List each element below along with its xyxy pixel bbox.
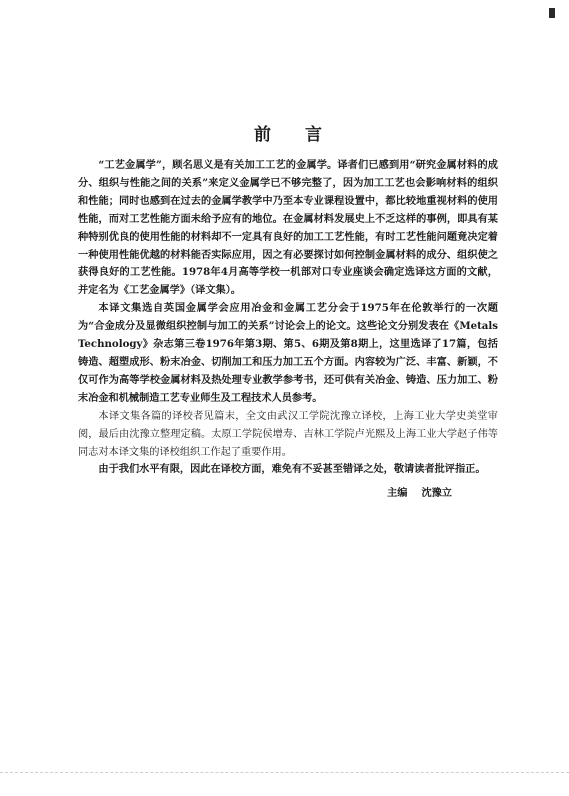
signature — [78, 484, 498, 499]
scan-line — [0, 772, 569, 774]
paragraph-1: “工艺金属学”，顾名思义是有关加工工艺的金属学。译者们已感到用“研究金属材料的成分、组织与性能之间的关系”来定义金属学已不够完整了，因为加工工艺也会影响材料的组织和性能；同时也感到在过去的金属学教学中乃至本专业课程设置中，都比较地重视材料的使用性能，而对工艺性能方面未给予应有的地位。在金属材料发展史上不乏这样的事例，即具有某种特别优良的使用性能的材料却不一定具有良好的加工工艺性能，有时工艺性能问题竟决定着一种使用性能优越的材料能否实际应用，因之有必要探讨如何控制金属材料的成分、组织使之获得良好的工艺性能。1978年4月高等学校一机部对口专业座谈会确定选译这方面的文献，并定名为《工艺金属学》（译文集）。 — [78, 159, 498, 297]
paragraph-2: 本译文集选自英国金属学会应用冶金和金属工艺分会于1975年在伦敦举行的一次题为“合金成分及显微组织控制与加工的关系”讨论会上的论文。这些论文分别发表在《Metals Technology》杂志第三卷1976年第3期、第5、6期及第8期上，这里选译了17篇，包括铸造、超塑成形、粉末冶金、切削加工和压力加工五个方面。内容较为广泛、丰富、新颖，不仅可作为高等学校金属材料及热处理专业教学参考书，还可供有关冶金、铸造、压力加工、粉末冶金和机械制造工艺专业师生及工程技术人员参考。 — [78, 302, 498, 404]
scan-mark — [549, 8, 555, 18]
page-title: 前 言 — [254, 125, 336, 145]
signature-name: 沈豫立 — [421, 487, 452, 500]
preface-page — [78, 120, 498, 499]
paragraph-4: 由于我们水平有限，因此在译校方面，难免有不妥甚至错译之处，敬请读者批评指正。 — [98, 463, 486, 476]
paragraph-3: 本译文集各篇的译校者见篇末，全文由武汉工学院沈豫立译校，上海工业大学史美堂审阅，最后由沈豫立整理定稿。太原工学院侯增寿、吉林工学院卢光熙及上海工业大学赵子伟等同志对本译文集的译校组织工作起了重要作用。 — [78, 410, 498, 458]
signature-role: 主编 — [387, 487, 408, 500]
